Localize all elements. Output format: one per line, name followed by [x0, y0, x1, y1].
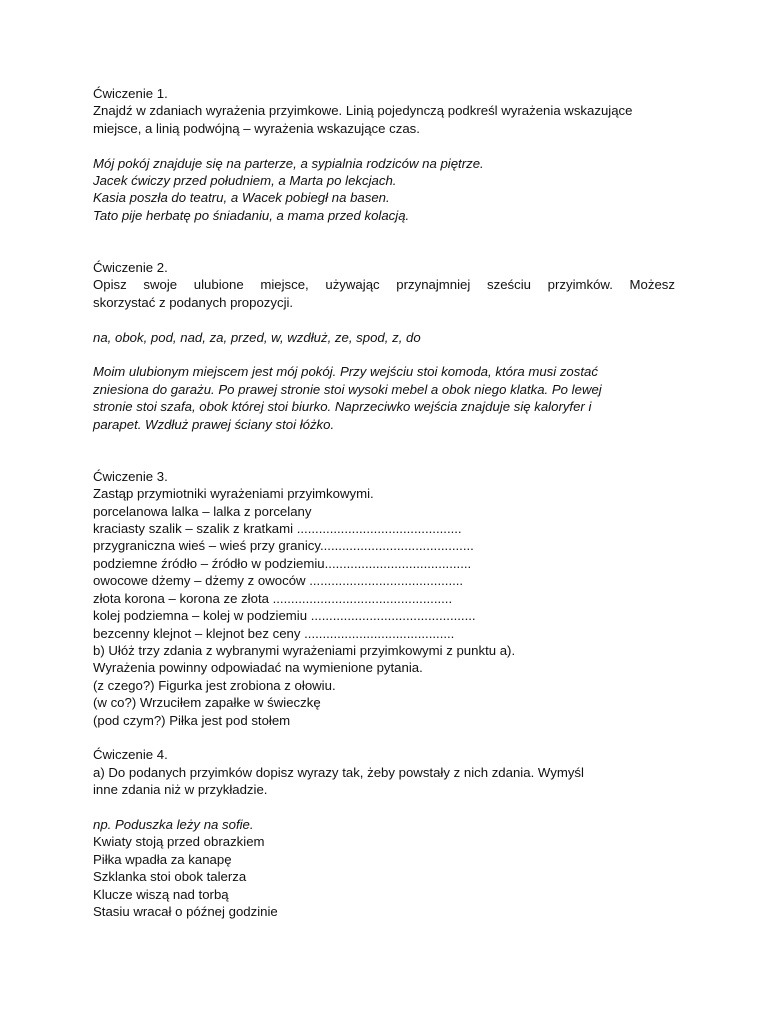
exercise-4-instruction-line: inne zdania niż w przykładzie. — [93, 782, 268, 798]
exercise-2-prepositions: na, obok, pod, nad, za, przed, w, wzdłuż, ze, spod, z, do — [93, 329, 421, 345]
exercise-3-part-b-line: Wyrażenia powinny odpowiadać na wymienione pytania. — [93, 660, 423, 676]
exercise-3-item: owocowe dżemy – dżemy z owoców .......................................... — [93, 573, 464, 589]
exercise-4 — [93, 746, 675, 920]
exercise-3-item: porcelanowa lalka – lalka z porcelany — [93, 503, 312, 519]
exercise-4-heading: Ćwiczenie 4. — [93, 747, 168, 763]
exercise-2-answer-line: zniesiona do garażu. Po prawej stronie stoi wysoki mebel a obok niego klatka. Po lewej — [93, 381, 602, 397]
exercise-4-answer: Piłka wpadła za kanapę — [93, 851, 232, 867]
exercise-3-item: przygraniczna wieś – wieś przy granicy.......................................... — [93, 538, 474, 554]
exercise-1-sentence: Jacek ćwiczy przed południem, a Marta po lekcjach. — [93, 173, 397, 189]
exercise-3-heading: Ćwiczenie 3. — [93, 468, 168, 484]
exercise-1-heading: Ćwiczenie 1. — [93, 86, 168, 101]
exercise-4-answer: Stasiu wracał o późnej godzinie — [93, 903, 278, 919]
exercise-3-item: bezcenny klejnot – klejnot bez ceny ......................................... — [93, 625, 455, 641]
exercise-4-answer: Szklanka stoi obok talerza — [93, 869, 247, 885]
exercise-3-item: złota korona – korona ze złota ................................................. — [93, 590, 453, 606]
exercise-4-example: np. Poduszka leży na sofie. — [93, 816, 254, 832]
exercise-2-instruction-line: skorzystać z podanych propozycji. — [93, 294, 294, 310]
exercise-1-sentence: Mój pokój znajduje się na parterze, a sypialnia rodziców na piętrze. — [93, 155, 484, 171]
exercise-3-part-b-line: b) Ułóż trzy zdania z wybranymi wyrażeniami przyimkowymi z punktu a). — [93, 642, 516, 658]
exercise-3-part-b-line: (z czego?) Figurka jest zrobiona z ołowiu. — [93, 677, 336, 693]
exercise-3-instruction: Zastąp przymiotniki wyrażeniami przyimkowymi. — [93, 486, 374, 502]
exercise-2 — [93, 259, 675, 433]
exercise-4-instruction-line: a) Do podanych przyimków dopisz wyrazy tak, żeby powstały z nich zdania. Wymyśl — [93, 764, 584, 780]
exercise-1 — [93, 85, 675, 224]
exercise-3-part-b-line: (pod czym?) Piłka jest pod stołem — [93, 712, 291, 728]
exercise-3-item: kolej podziemna – kolej w podziemiu ............................................. — [93, 608, 476, 624]
exercise-2-answer-line: Moim ulubionym miejscem jest mój pokój. Przy wejściu stoi komoda, która musi zostać — [93, 364, 598, 380]
exercise-3-part-b-line: (w co?) Wrzuciłem zapałke w świeczkę — [93, 695, 321, 711]
exercise-1-sentence: Kasia poszła do teatru, a Wacek pobiegł na basen. — [93, 190, 390, 206]
exercise-1-instruction-line: miejsce, a linią podwójną – wyrażenia wskazujące czas. — [93, 120, 420, 136]
exercise-2-instruction-line: Opisz swoje ulubione miejsce, używając przynajmniej sześciu przyimków. Możesz — [93, 277, 675, 293]
exercise-2-heading: Ćwiczenie 2. — [93, 260, 168, 276]
exercise-4-answer: Kwiaty stoją przed obrazkiem — [93, 834, 265, 850]
exercise-2-answer-line: stronie stoi szafa, obok której stoi biurko. Naprzeciwko wejścia znajduje się kaloryfer i — [93, 399, 592, 415]
exercise-3 — [93, 468, 675, 729]
exercise-4-answer: Klucze wiszą nad torbą — [93, 886, 229, 902]
exercise-1-instruction-line: Znajdź w zdaniach wyrażenia przyimkowe. Linią pojedynczą podkreśl wyrażenia wskazujące — [93, 103, 633, 119]
document-page — [93, 85, 675, 920]
exercise-3-item: podziemne źródło – źródło w podziemiu........................................ — [93, 555, 472, 571]
exercise-3-item: kraciasty szalik – szalik z kratkami ............................................. — [93, 521, 462, 537]
exercise-2-answer-line: parapet. Wzdłuż prawej ściany stoi łóżko. — [93, 416, 335, 432]
exercise-1-sentence: Tato pije herbatę po śniadaniu, a mama przed kolacją. — [93, 207, 410, 223]
